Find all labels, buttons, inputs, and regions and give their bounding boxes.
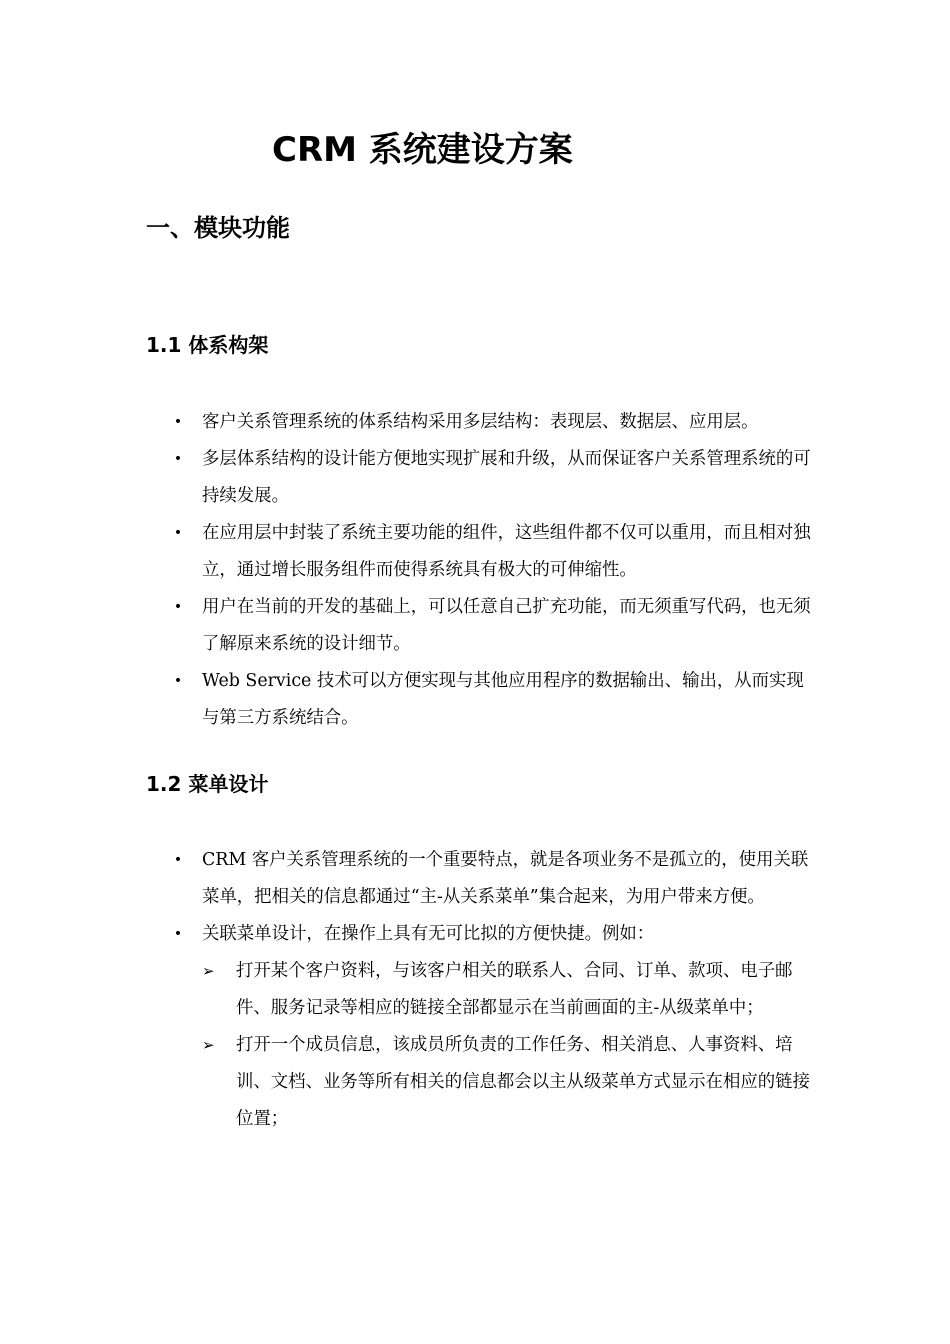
architecture-bullet-list [166, 404, 816, 737]
list-item-text: Web Service 技术可以方便实现与其他应用程序的数据输出、输出，从而实现与第三方系统结合。 [202, 671, 804, 728]
bullet-icon: • [173, 525, 183, 541]
bullet-icon: • [173, 673, 183, 689]
bullet-icon: • [173, 852, 183, 868]
arrow-bullet-icon: ➢ [202, 962, 215, 980]
subsection-heading-menu-design: 1.2 菜单设计 [146, 772, 269, 796]
subsection-heading-architecture: 1.1 体系构架 [146, 333, 269, 357]
list-item [166, 404, 816, 441]
list-item [166, 441, 816, 515]
list-item-text: 在应用层中封装了系统主要功能的组件，这些组件都不仅可以重用，而且相对独立，通过增长服务组件而使得系统具有极大的可伸缩性。 [202, 523, 811, 580]
bullet-icon: • [173, 926, 183, 942]
list-item-text: 关联菜单设计，在操作上具有无可比拟的方便快捷。例如： [202, 924, 655, 944]
menu-design-bullet-list [166, 842, 816, 1138]
list-item [166, 916, 816, 1138]
list-item [166, 663, 816, 737]
list-item-text: 客户关系管理系统的体系结构采用多层结构：表现层、数据层、应用层。 [202, 412, 759, 432]
sub-list-item [202, 1027, 816, 1138]
list-item [166, 515, 816, 589]
bullet-icon: • [173, 599, 183, 615]
bullet-icon: • [173, 451, 183, 467]
section-heading-module-functions: 一、模块功能 [146, 214, 290, 242]
sub-list-item-text: 打开某个客户资料，与该客户相关的联系人、合同、订单、款项、电子邮件、服务记录等相应的链接全部都显示在当前画面的主-从级菜单中； [236, 961, 793, 1018]
list-item-text: 用户在当前的开发的基础上，可以任意自己扩充功能，而无须重写代码，也无须了解原来系统的设计细节。 [202, 597, 811, 654]
example-sub-list [202, 953, 816, 1138]
list-item-text: CRM 客户关系管理系统的一个重要特点，就是各项业务不是孤立的，使用关联菜单，把相关的信息都通过“主-从关系菜单”集合起来，为用户带来方便。 [202, 850, 809, 907]
list-item [166, 842, 816, 916]
list-item [166, 589, 816, 663]
bullet-icon: • [173, 414, 183, 430]
list-item-text: 多层体系结构的设计能方便地实现扩展和升级，从而保证客户关系管理系统的可持续发展。 [202, 449, 811, 506]
document-title: CRM 系统建设方案 [272, 130, 573, 170]
arrow-bullet-icon: ➢ [202, 1036, 215, 1054]
sub-list-item-text: 打开一个成员信息，该成员所负责的工作任务、相关消息、人事资料、培训、文档、业务等所有相关的信息都会以主从级菜单方式显示在相应的链接位置； [236, 1035, 810, 1129]
sub-list-item [202, 953, 816, 1027]
